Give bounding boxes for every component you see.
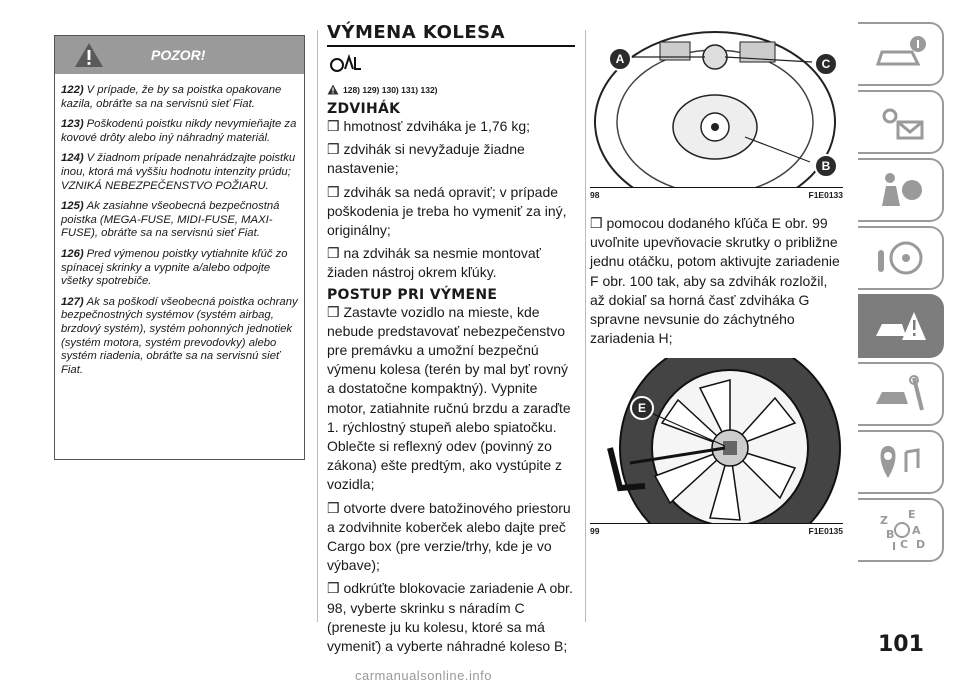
wheel-wrench-illustration [590,358,843,523]
tab-index[interactable] [858,498,944,562]
tab-multimedia[interactable] [858,430,944,494]
page-number: 101 [878,632,924,657]
list-item: ❒ otvorte dvere batožinového priestoru a zodvihnite koberček alebo dajte preč Cargo box (pre verzie/trhy, kde je vo výbave); [327,499,571,574]
column-divider [585,30,586,622]
label-a: A [608,47,632,71]
figure-99-caption: 99 F1E0135 [590,523,843,536]
multimedia-icon [872,442,928,482]
warning-title: POZOR! [151,47,206,63]
tab-service[interactable] [858,362,944,426]
warning-note: 123) Poškodenú poistku nikdy nevymieňajte za kovové drôty alebo iný náhradný materiál. [61,118,297,144]
procedure-title: POSTUP PRI VÝMENE [327,286,498,303]
svg-text:Z: Z [880,514,888,527]
starting-driving-icon [872,238,928,278]
tab-emergency[interactable] [858,294,944,358]
tab-car-info[interactable] [858,22,944,86]
spare-wheel-illustration [590,22,843,187]
label-c: C [814,52,838,76]
index-icon [872,508,928,552]
warning-triangle-icon [73,41,105,69]
warning-box [54,35,305,460]
column-divider [317,30,318,622]
warning-references: 128) 129) 130) 131) 132) [327,84,575,95]
warning-note: 126) Pred výmenou poistky vytiahnite kľúč zo spínacej skrinky a vypnite a/alebo odpojte všetky spotrebiče. [61,247,288,288]
airbag-icon [872,170,928,210]
car-wheel-icon [327,53,367,73]
step-text: ❒ pomocou dodaného kľúča E obr. 99 uvoľnite upevňovacie skrutky o približne jednu otáčku, potom aktivujte zariadenie F obr. 100 tak, aby sa zdvihák rozložil, až dokiaľ sa horná časť zdviháka G spravne nevsunie do záchytného zariadenia H; [590,215,840,347]
svg-text:B: B [886,528,895,541]
label-b: B [814,154,838,178]
svg-text:C: C [900,538,909,551]
warning-header [55,36,304,74]
list-item: ❒ odkrúťte blokovacie zariadenie A obr. 98, vyberte skrinku s náradím C (preneste ju ku kolesu, ktoré sa má vymeniť) a vyberte náhradné koleso B; [327,580,573,655]
tab-airbag[interactable] [858,158,944,222]
list-item: ❒ zdvihák sa nedá opraviť; v prípade poškodenia je treba ho vymeniť za iný, originálny; [327,183,567,239]
warning-triangle-icon [327,84,339,95]
dashboard-lights-icon [872,102,928,142]
wheel-change-section [327,22,575,660]
list-item: ❒ na zdvihák sa nesmie montovať žiaden nástroj okrem kľúky. [327,245,541,281]
svg-text:I: I [892,540,897,552]
list-item: ❒ hmotnosť zdviháka je 1,76 kg; [327,118,531,134]
figures-column [590,22,843,536]
svg-text:D: D [916,538,926,551]
service-tools-icon [872,374,928,414]
warning-notes [55,74,304,377]
figure-99 [590,358,843,523]
figure-98-caption: 98 F1E0133 [590,187,843,200]
car-info-icon [872,34,928,74]
warning-note: 125) Ak zasiahne všeobecná bezpečnostná poistka (MEGA-FUSE, MIDI-FUSE, MAXI-FUSE), obráťte sa na servisnú sieť Fiat. [61,200,280,240]
warning-note: 124) V žiadnom prípade nenahrádzajte poistku inou, ktorá má vyššiu hodnotu intenzity prúdu; VZNIKÁ NEBEZPEČENSTVO POŽIARU. [61,152,296,192]
section-title: VÝMENA KOLESA [327,22,575,47]
watermark: carmanualsonline.info [355,668,492,683]
chapter-tabs [858,22,946,566]
warning-note: 127) Ak sa poškodí všeobecná poistka ochrany bezpečnostných systémov (systém airbag, brzdový systém), systém pohonných jednotiek (systém motora, systém prevodovky) alebo systém riadenia, obráťte sa na servisnú sieť Fiat. [61,295,298,376]
list-item: ❒ Zastavte vozidlo na mieste, kde nebude predstavovať nebezpečenstvo pre premávku a umožní bezpečnú výmenu kolesa (terén by mal byť rovný a dostatočne kompaktný). Vypnite motor, zatiahnite ručnú brzdu a zaraďte 1. rýchlostný stupeň alebo spiatočku. Oblečte si reflexný odev (povinný zo zákona) ešte predtým, ako vystúpite z vozidla; [327,303,571,493]
figure-98 [590,22,843,187]
svg-text:E: E [908,508,916,521]
svg-text:A: A [912,524,921,537]
list-item: ❒ zdvihák si nevyžaduje žiadne nastavenie; [327,141,525,177]
warning-triangle-car-icon [872,306,928,346]
tab-dashboard-lights[interactable] [858,90,944,154]
warning-note: 122) V prípade, že by sa poistka opakovane kazila, obráťte sa na servisnú sieť Fiat. [61,84,282,110]
label-e: E [630,396,654,420]
jack-title: ZDVIHÁK [327,101,401,117]
tab-starting-driving[interactable] [858,226,944,290]
